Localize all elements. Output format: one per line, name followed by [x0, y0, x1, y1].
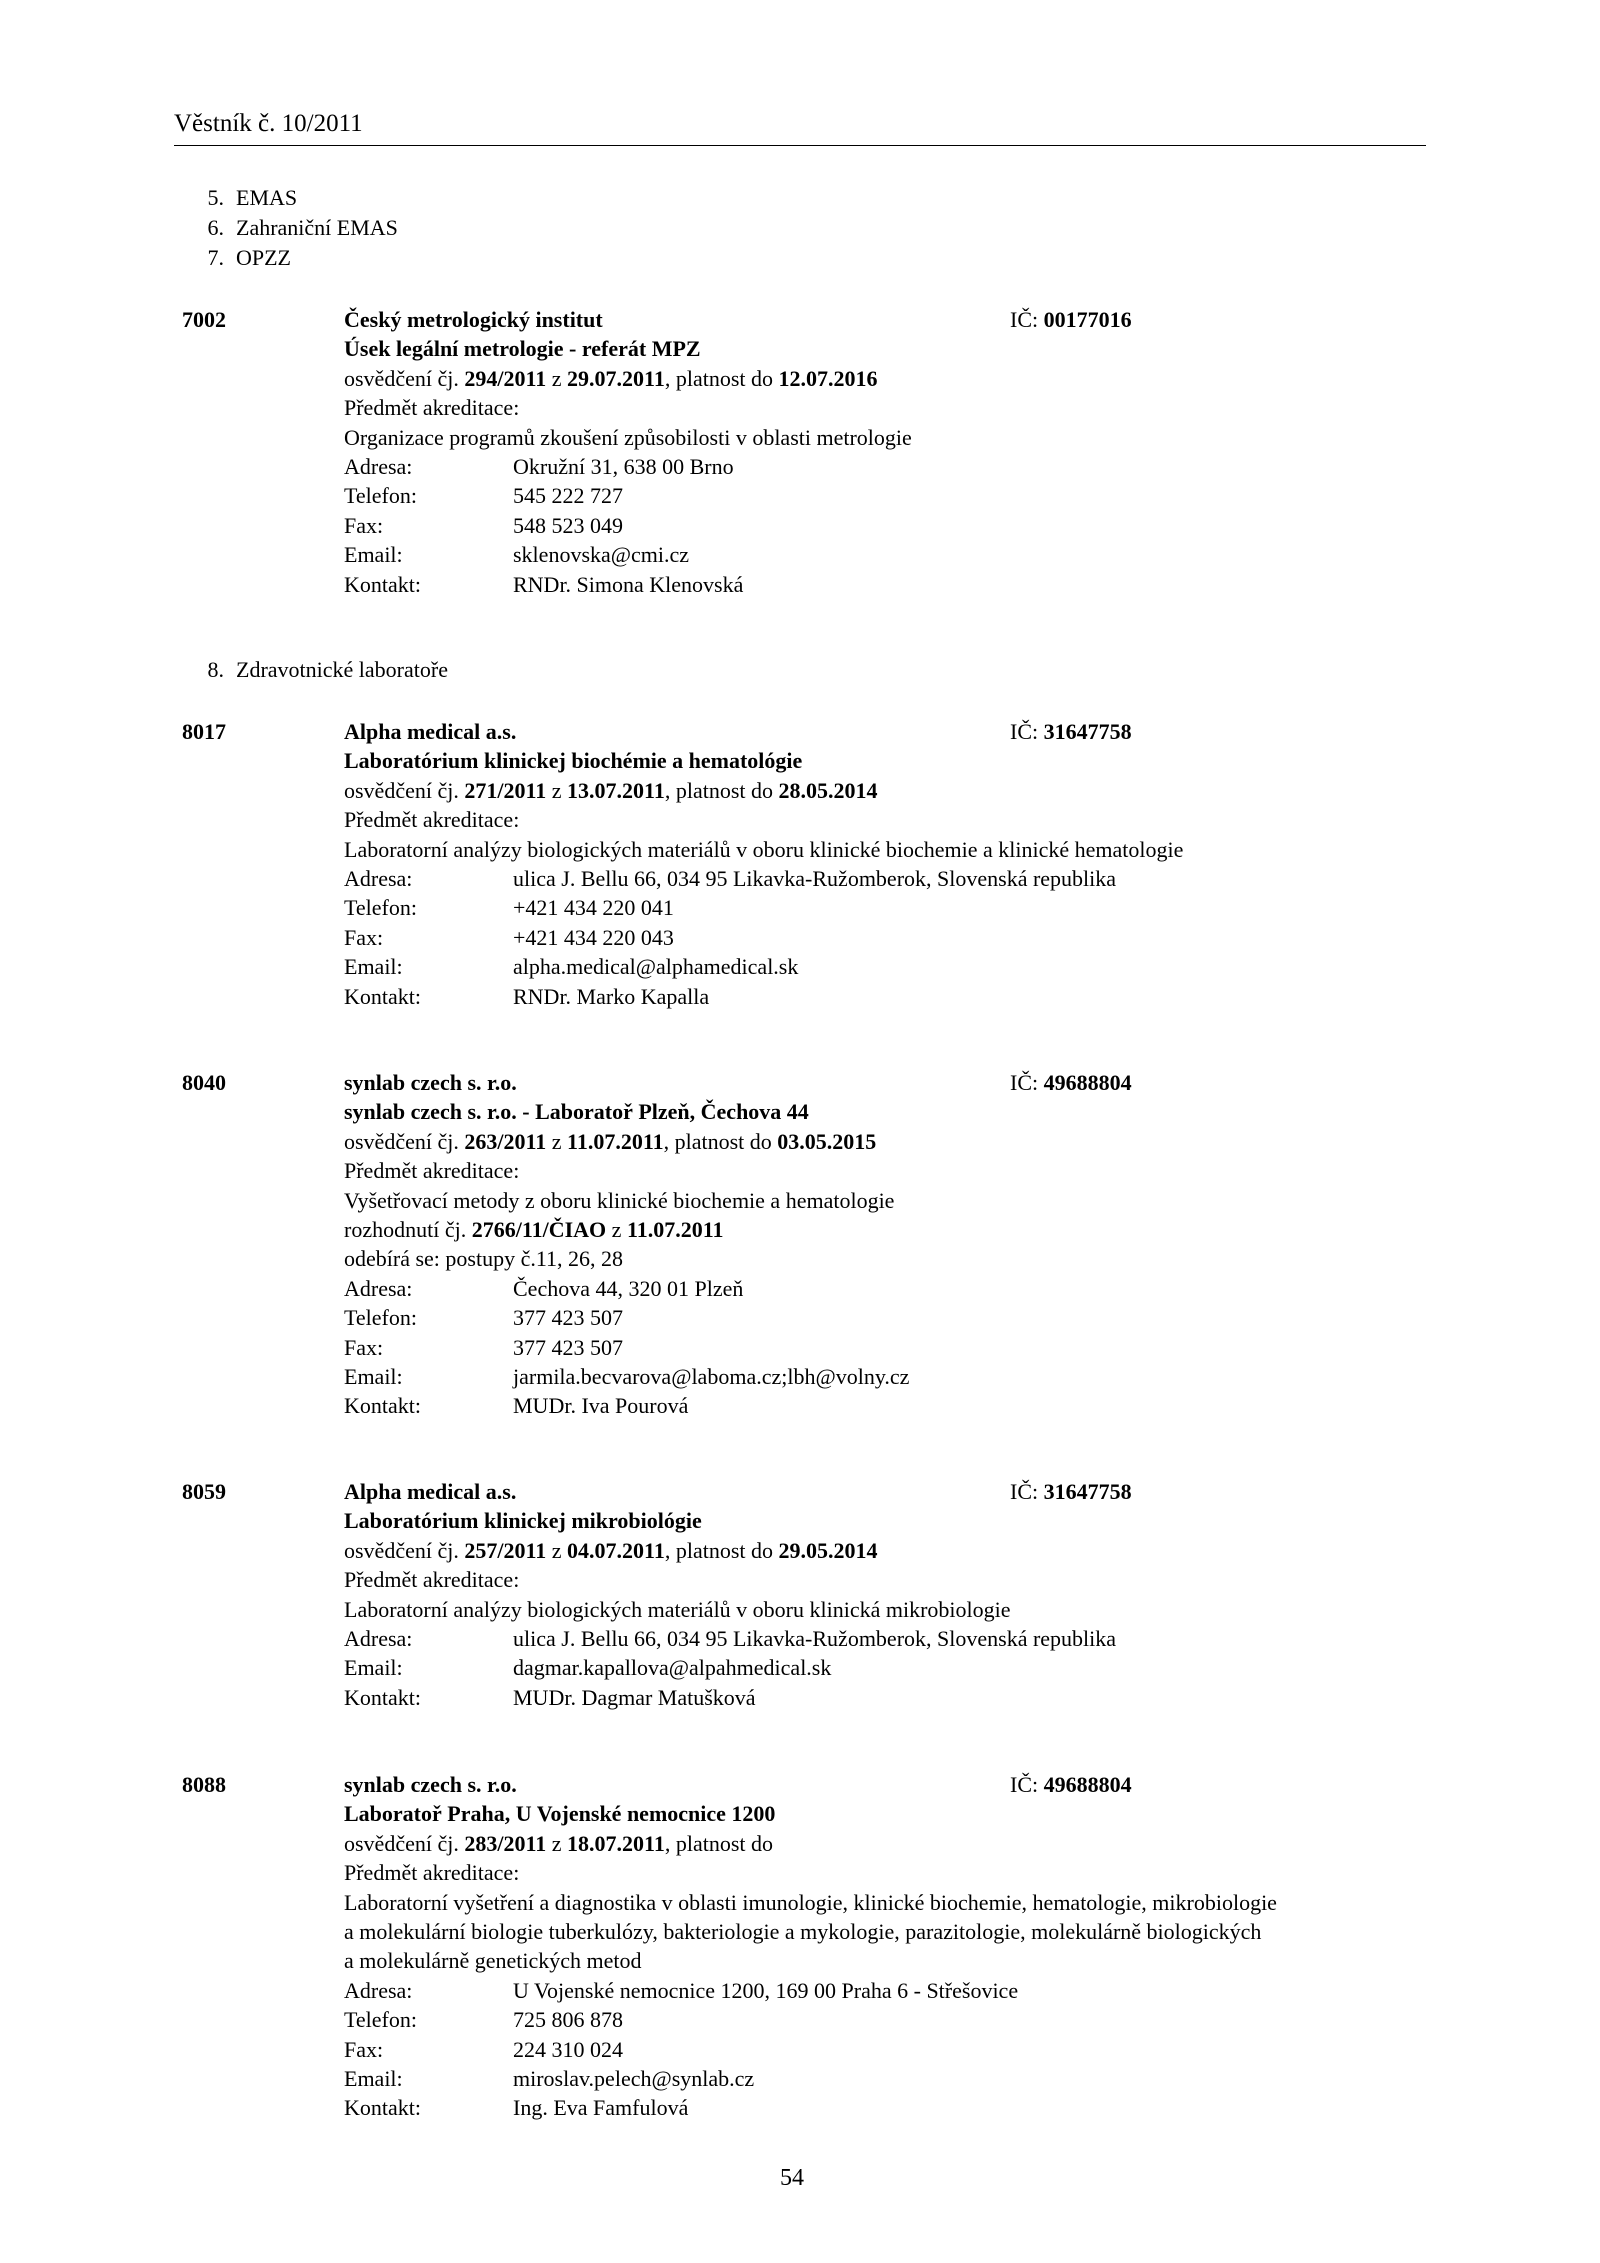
list-item-label: Zdravotnické laboratoře — [236, 657, 448, 682]
certificate-line: osvědčení čj. 283/2011 z 18.07.2011, platnost do — [344, 1830, 773, 1856]
email-row: Email: miroslav.pelech@synlab.cz — [344, 2064, 1414, 2093]
ic-number: IČ: 31647758 — [1010, 719, 1132, 744]
certificate-line: osvědčení čj. 294/2011 z 29.07.2011, platnost do 12.07.2016 — [344, 365, 878, 391]
list-item-number: 5. — [207, 185, 224, 210]
laboratory-name: Laboratórium klinickej biochémie a hematológie — [344, 748, 803, 774]
entry-code: 7002 — [182, 307, 226, 332]
organization-name: synlab czech s. r.o. — [344, 1772, 517, 1797]
entry-body — [344, 1477, 1414, 1712]
subject-label: Předmět akreditace: — [344, 807, 520, 833]
organization-name: Alpha medical a.s. — [344, 1479, 517, 1504]
list-item-number: 8. — [207, 657, 224, 682]
organization-name: Alpha medical a.s. — [344, 719, 517, 744]
subject-label: Předmět akreditace: — [344, 395, 520, 421]
list-item — [174, 213, 1274, 243]
phone-row: Telefon: 545 222 727 — [344, 483, 623, 509]
organization-name: Český metrologický institut — [344, 307, 603, 332]
contact-row: Kontakt: RNDr. Marko Kapalla — [344, 983, 710, 1009]
subject-text: Laboratorní analýzy biologických materiálů v oboru klinická mikrobiologie — [344, 1596, 1011, 1622]
laboratory-name: Laboratoř Praha, U Vojenské nemocnice 1200 — [344, 1801, 776, 1827]
organization-name: synlab czech s. r.o. — [344, 1070, 517, 1095]
phone-row: Telefon: 725 806 878 — [344, 2007, 623, 2033]
fax-row: Fax: 377 423 507 — [344, 1334, 623, 1360]
entry-code: 8040 — [182, 1070, 226, 1095]
contact-row: Kontakt: RNDr. Simona Klenovská — [344, 571, 744, 597]
entry-body — [344, 1068, 1414, 1421]
entry-body — [344, 305, 1414, 599]
category-list-a — [174, 183, 1274, 273]
email-row: Email: alpha.medical@alphamedical.sk — [344, 952, 1414, 981]
fax-row: Fax: 224 310 024 — [344, 2036, 623, 2062]
header-divider — [174, 145, 1426, 146]
contact-row: Kontakt: Ing. Eva Famfulová — [344, 2095, 689, 2121]
decision-line: rozhodnutí čj. 2766/11/ČIAO z 11.07.2011 — [344, 1216, 724, 1242]
address-row: Adresa: Čechova 44, 320 01 Plzeň — [344, 1275, 744, 1301]
phone-row: Telefon: 377 423 507 — [344, 1305, 623, 1331]
list-item-number: 7. — [207, 245, 224, 270]
list-item — [174, 655, 1274, 685]
entry-body — [344, 717, 1414, 1011]
page-header-title: Věstník č. 10/2011 — [174, 110, 363, 137]
entry-code: 8017 — [182, 719, 226, 744]
subject-text-line: a molekulárně genetických metod — [344, 1948, 642, 1974]
contact-row: Kontakt: MUDr. Iva Pourová — [344, 1393, 689, 1419]
list-item — [174, 243, 1274, 273]
fax-row: Fax: 548 523 049 — [344, 512, 623, 538]
subject-label: Předmět akreditace: — [344, 1158, 520, 1184]
subject-text: Vyšetřovací metody z oboru klinické biochemie a hematologie — [344, 1187, 895, 1213]
contact-row: Kontakt: MUDr. Dagmar Matušková — [344, 1684, 756, 1710]
email-link[interactable]: miroslav.pelech@synlab.cz — [513, 2065, 755, 2091]
entry-code: 8059 — [182, 1479, 226, 1504]
email-link[interactable]: alpha.medical@alphamedical.sk — [513, 954, 799, 980]
address-row: Adresa: Okružní 31, 638 00 Brno — [344, 453, 734, 479]
subject-text: Laboratorní analýzy biologických materiálů v oboru klinické biochemie a klinické hematologie — [344, 836, 1184, 862]
ic-number: IČ: 31647758 — [1010, 1479, 1132, 1504]
phone-row: Telefon: +421 434 220 041 — [344, 895, 674, 921]
email-link[interactable]: sklenovska@cmi.cz — [513, 542, 690, 568]
category-list-b — [174, 655, 1274, 685]
laboratory-name: Úsek legální metrologie - referát MPZ — [344, 336, 701, 362]
email-row: Email: sklenovska@cmi.cz — [344, 540, 1414, 569]
list-item-label: OPZZ — [236, 245, 291, 270]
subject-text: Organizace programů zkoušení způsobilosti v oblasti metrologie — [344, 424, 912, 450]
email-link[interactable]: jarmila.becvarova@laboma.cz;lbh@volny.cz — [513, 1363, 910, 1389]
address-row: Adresa: ulica J. Bellu 66, 034 95 Likavka-Ružomberok, Slovenská republika — [344, 865, 1117, 891]
list-item-label: EMAS — [236, 185, 298, 210]
subject-text-line: a molekulární biologie tuberkulózy, bakteriologie a mykologie, parazitologie, molekulárně biologických — [344, 1918, 1262, 1944]
email-row: Email: dagmar.kapallova@alpahmedical.sk — [344, 1653, 1414, 1682]
entry-code: 8088 — [182, 1772, 226, 1797]
ic-number: IČ: 49688804 — [1010, 1772, 1132, 1797]
ic-number: IČ: 00177016 — [1010, 307, 1132, 332]
certificate-line: osvědčení čj. 271/2011 z 13.07.2011, platnost do 28.05.2014 — [344, 777, 878, 803]
certificate-line: osvědčení čj. 257/2011 z 04.07.2011, platnost do 29.05.2014 — [344, 1537, 878, 1563]
subject-label: Předmět akreditace: — [344, 1567, 520, 1593]
subject-label: Předmět akreditace: — [344, 1860, 520, 1886]
email-link[interactable]: dagmar.kapallova@alpahmedical.sk — [513, 1655, 832, 1681]
ic-number: IČ: 49688804 — [1010, 1070, 1132, 1095]
list-item-label: Zahraniční EMAS — [236, 215, 398, 240]
email-row: Email: jarmila.becvarova@laboma.cz;lbh@volny.cz — [344, 1362, 1414, 1391]
removed-procedures: odebírá se: postupy č.11, 26, 28 — [344, 1246, 624, 1272]
laboratory-name: Laboratórium klinickej mikrobiológie — [344, 1508, 702, 1534]
list-item-number: 6. — [207, 215, 224, 240]
fax-row: Fax: +421 434 220 043 — [344, 924, 674, 950]
address-row: Adresa: ulica J. Bellu 66, 034 95 Likavka-Ružomberok, Slovenská republika — [344, 1625, 1117, 1651]
subject-text-line: Laboratorní vyšetření a diagnostika v oblasti imunologie, klinické biochemie, hematologie, mikrobiologie — [344, 1889, 1277, 1915]
certificate-line: osvědčení čj. 263/2011 z 11.07.2011, platnost do 03.05.2015 — [344, 1128, 877, 1154]
page-number: 54 — [780, 2165, 804, 2191]
list-item — [174, 183, 1274, 213]
entry-body — [344, 1770, 1414, 2123]
address-row: Adresa: U Vojenské nemocnice 1200, 169 00 Praha 6 - Střešovice — [344, 1977, 1019, 2003]
laboratory-name: synlab czech s. r.o. - Laboratoř Plzeň, Čechova 44 — [344, 1099, 809, 1125]
